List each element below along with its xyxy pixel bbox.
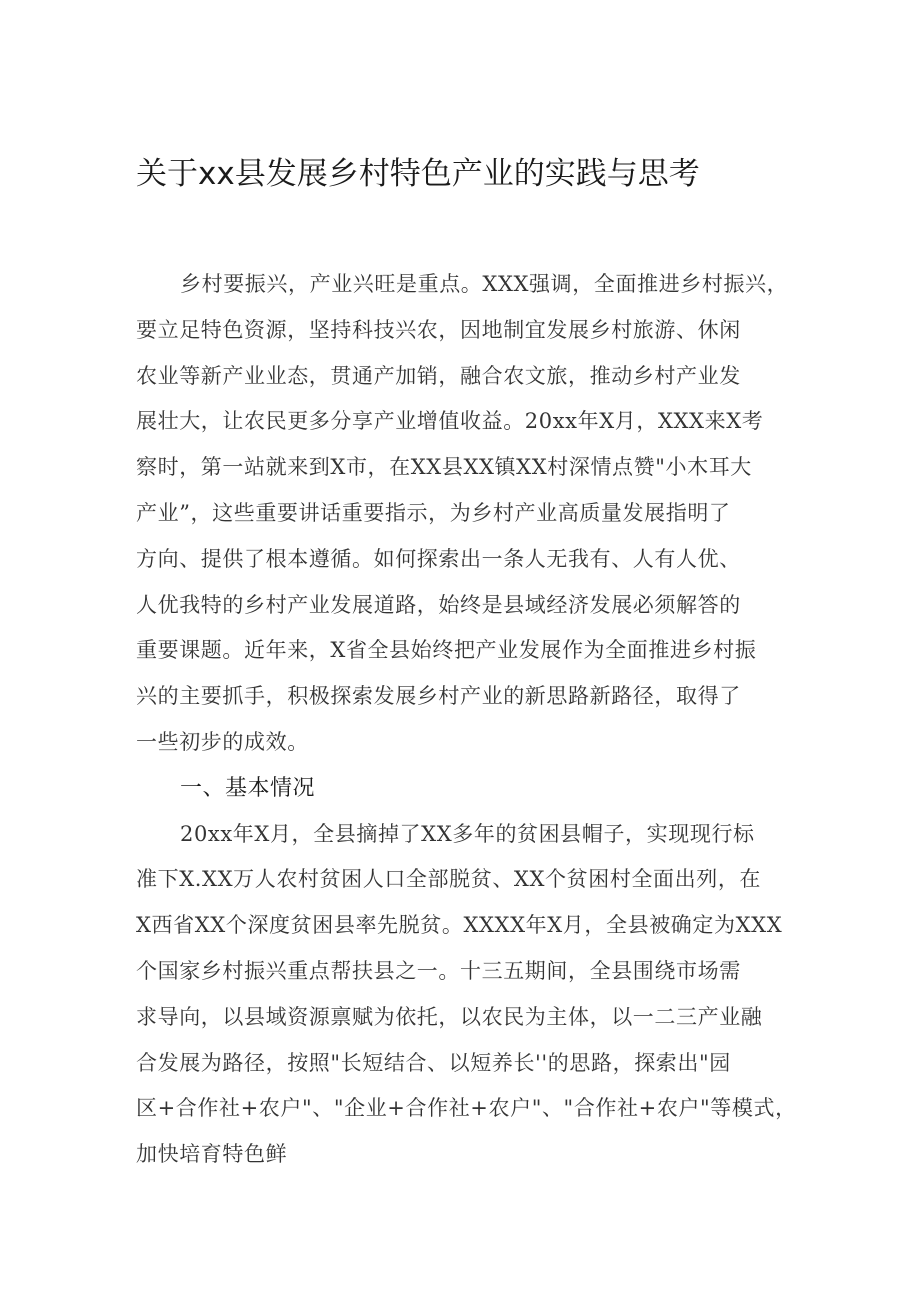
text-line: 察时，第一站就来到X市，在XX县XX镇XX村深情点赞"小木耳大 [136,455,752,480]
paragraph-basic-situation [136,812,796,1178]
text-line: 人优我特的乡村产业发展道路，始终是县域经济发展必须解答的 [136,592,741,617]
text-line: 准下X.XX万人农村贫困人口全部脱贫、XX个贫困村全面出列，在 [136,867,762,892]
paragraph-intro [136,262,796,766]
text-line: 个国家乡村振兴重点帮扶县之一。十三五期间，全县围绕市场需 [136,958,741,983]
text-line: 方向、提供了根本遵循。如何探索出一条人无我有、人有人优、 [136,546,741,571]
text-line: 区+合作社+农户"、"企业+合作社+农户"、"合作社+农户"等模式， [136,1096,797,1121]
text-line: 合发展为路径，按照"长短结合、以短养长''的思路，探索出"园 [136,1050,731,1075]
text-line: 兴的主要抓手，积极探索发展乡村产业的新思路新路径，取得了 [136,684,741,709]
document-title: 关于xx县发展乡村特色产业的实践与思考 [136,156,700,192]
text-line: 展壮大，让农民更多分享产业增值收益。20xx年X月，XXX来X考 [136,409,764,434]
document-body [136,262,796,1178]
text-line: 要立足特色资源，坚持科技兴农，因地制宜发展乡村旅游、休闲 [136,317,741,342]
text-line: 产业”，这些重要讲话重要指示，为乡村产业高质量发展指明了 [136,500,731,525]
text-line: X西省XX个深度贫困县率先脱贫。XXXX年X月，全县被确定为XXX [136,913,783,938]
text-line: 乡村要振兴，产业兴旺是重点。XXX强调，全面推进乡村振兴， [180,272,789,296]
text-line: 一些初步的成效。 [136,729,309,754]
section-heading: 一、基本情况 [180,775,316,801]
text-line: 加快培育特色鲜 [136,1142,288,1167]
text-line: 重要课题。近年来，X省全县始终把产业发展作为全面推进乡村振 [136,638,757,663]
text-line: 20xx年X月，全县摘掉了XX多年的贫困县帽子，实现现行标 [180,821,755,846]
text-line: 农业等新产业业态，贯通产加销，融合农文旅，推动乡村产业发 [136,363,741,388]
text-line: 求导向，以县域资源禀赋为依托，以农民为主体，以一二三产业融 [136,1004,763,1029]
